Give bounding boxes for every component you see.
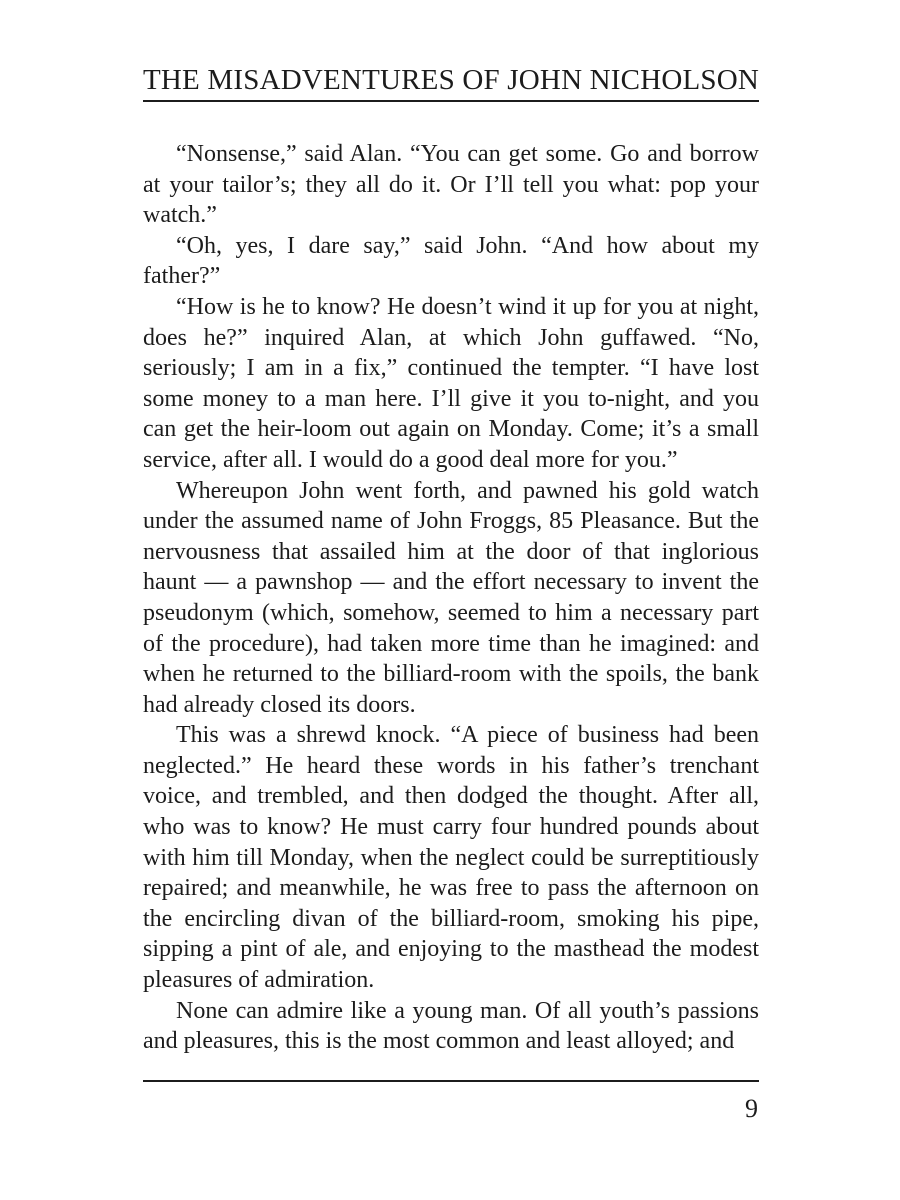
header-rule (143, 100, 759, 102)
paragraph: None can admire like a young man. Of all youth’s passions and pleasures, this is the most common and least alloyed; and (143, 997, 759, 1055)
paragraph: This was a shrewd knock. “A piece of business had been neglected.” He heard these words in his father’s trenchant voice, and trembled, and then dodged the thought. After all, who was to know? He must carry four hundred pounds about with him till Monday, when the neglect could be surreptitiously repaired; and meanwhile, he was free to pass the afternoon on the encircling divan of the billiard-room, smoking his pipe, sipping a pint of ale, and enjoying to the masthead the modest pleasures of admiration. (143, 722, 759, 994)
paragraph: “Oh, yes, I dare say,” said John. “And how about my father?” (143, 232, 759, 290)
body-text (143, 139, 759, 1057)
paragraph: “How is he to know? He doesn’t wind it up for you at night, does he?” inquired Alan, at which John guffawed. “No, seriously; I am in a fix,” continued the tempter. “I have lost some money to a man here. I’ll give it you to-night, and you can get the heir-loom out again on Monday. Come; it’s a small service, after all. I would do a good deal more for you.” (143, 293, 759, 473)
page-number: 9 (745, 1094, 758, 1123)
paragraph: “Nonsense,” said Alan. “You can get some. Go and borrow at your tailor’s; they all do it. Or I’ll tell you what: pop your watch.” (143, 141, 759, 229)
running-header: THE MISADVENTURES OF JOHN NICHOLSON (143, 64, 760, 96)
footer-rule (143, 1080, 759, 1082)
paragraph: Whereupon John went forth, and pawned his gold watch under the assumed name of John Froggs, 85 Pleasance. But the nervousness that assailed him at the door of that inglorious haunt — a pawnshop — and the effort necessary to invent the pseudonym (which, somehow, seemed to him a necessary part of the procedure), had taken more time than he imagined: and when he returned to the billiard-room with the spoils, the bank had already closed its doors. (143, 477, 759, 718)
